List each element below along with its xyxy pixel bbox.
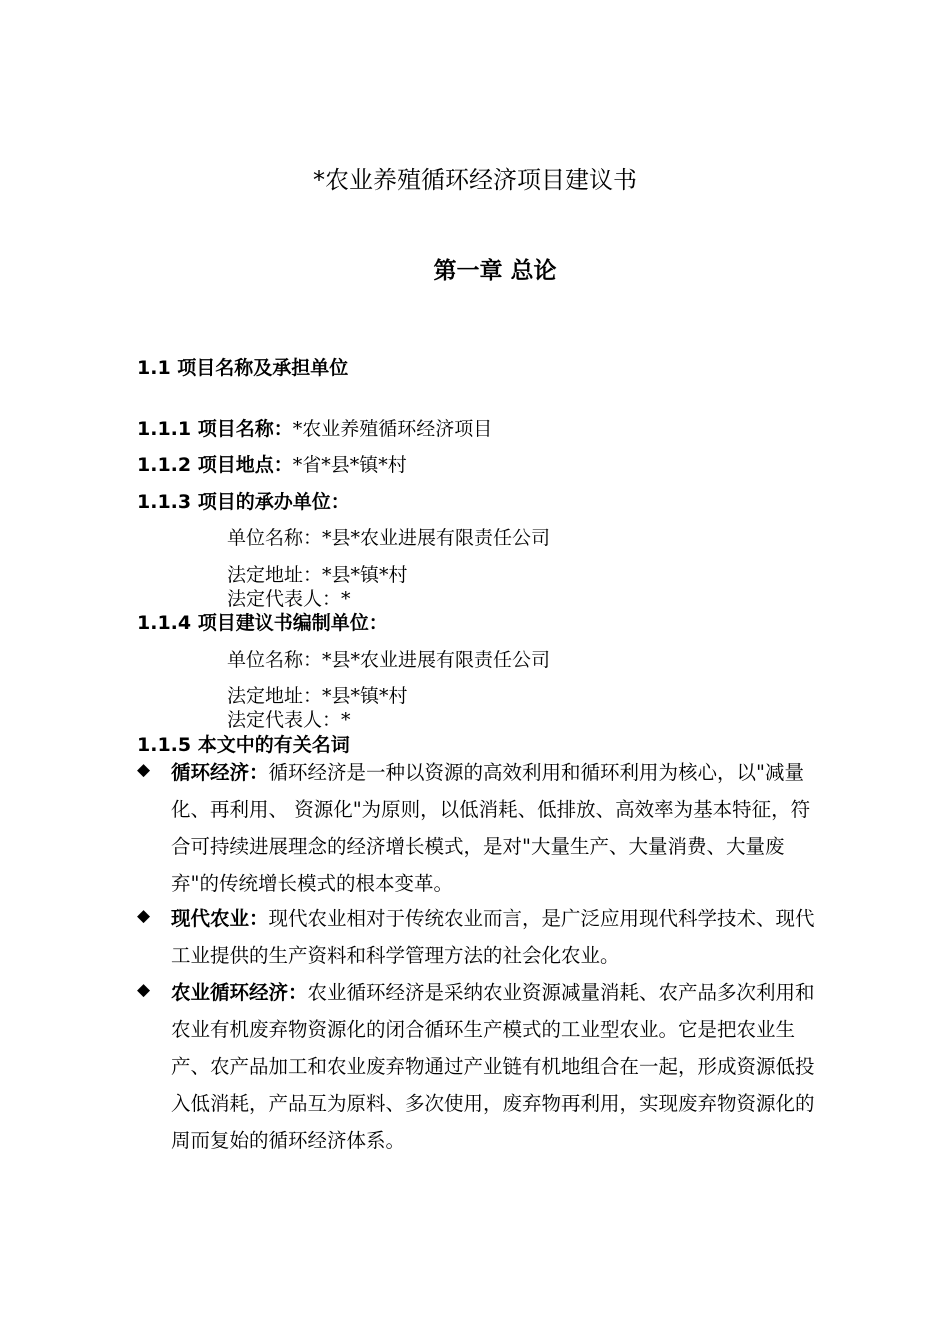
diamond-bullet-icon: ◆ xyxy=(137,760,151,780)
chapter-title: 第一章 总论 xyxy=(433,258,557,284)
diamond-bullet-icon: ◆ xyxy=(137,980,151,1000)
section-1-1-1-label: 1.1.1 项目名称： xyxy=(137,418,293,440)
term-item-modern-agriculture xyxy=(137,900,827,974)
project-location-value: *省*县*镇*村 xyxy=(292,454,407,476)
term-item-circular-economy xyxy=(137,754,827,902)
term-text xyxy=(171,900,821,974)
term-definition: 循环经济是一种以资源的高效利用和循环利用为核心，以"减量化、再利用、 资源化"为原则，以低消耗、低排放、高效率为基本特征，符合可持续进展理念的经济增长模式，是对"大量生产、大量消费、大量废弃"的传统增长模式的根本变革。 xyxy=(171,761,811,895)
project-name-value: *农业养殖循环经济项目 xyxy=(292,418,493,440)
compiling-unit-representative: 法定代表人：* xyxy=(227,709,351,731)
compiling-unit-name: 单位名称：*县*农业进展有限责任公司 xyxy=(227,649,551,671)
term-definition: 农业循环经济是采纳农业资源减量消耗、农产品多次利用和农业有机废弃物资源化的闭合循环生产模式的工业型农业。它是把农业生产、农产品加工和农业废弃物通过产业链有机地组合在一起，形成资源低投入低消耗，产品互为原料、多次使用，废弃物再利用，实现废弃物资源化的周而复始的循环经济体系。 xyxy=(171,981,815,1152)
section-1-1-4: 1.1.4 项目建议书编制单位： xyxy=(137,612,388,634)
section-1-1-3: 1.1.3 项目的承办单位： xyxy=(137,491,350,513)
section-heading-1-1: 1.1 项目名称及承担单位 xyxy=(137,357,349,379)
document-title: *农业养殖循环经济项目建议书 xyxy=(313,166,637,194)
term-name: 现代农业： xyxy=(171,907,269,930)
term-text xyxy=(171,754,821,902)
term-name: 农业循环经济： xyxy=(171,981,308,1004)
term-name: 循环经济： xyxy=(171,761,269,784)
compiling-unit-address: 法定地址：*县*镇*村 xyxy=(227,685,408,707)
section-1-1-1 xyxy=(137,417,492,441)
term-item-agricultural-circular-economy xyxy=(137,974,827,1159)
diamond-bullet-icon: ◆ xyxy=(137,906,151,926)
term-text xyxy=(171,974,821,1159)
section-1-1-2-label: 1.1.2 项目地点： xyxy=(137,454,293,476)
undertaking-unit-address: 法定地址：*县*镇*村 xyxy=(227,564,408,586)
undertaking-unit-name: 单位名称：*县*农业进展有限责任公司 xyxy=(227,527,551,549)
undertaking-unit-representative: 法定代表人：* xyxy=(227,588,351,610)
section-1-1-5: 1.1.5 本文中的有关名词 xyxy=(137,734,350,756)
term-definition: 现代农业相对于传统农业而言，是广泛应用现代科学技术、现代工业提供的生产资料和科学管理方法的社会化农业。 xyxy=(171,907,815,967)
section-1-1-2 xyxy=(137,453,407,477)
